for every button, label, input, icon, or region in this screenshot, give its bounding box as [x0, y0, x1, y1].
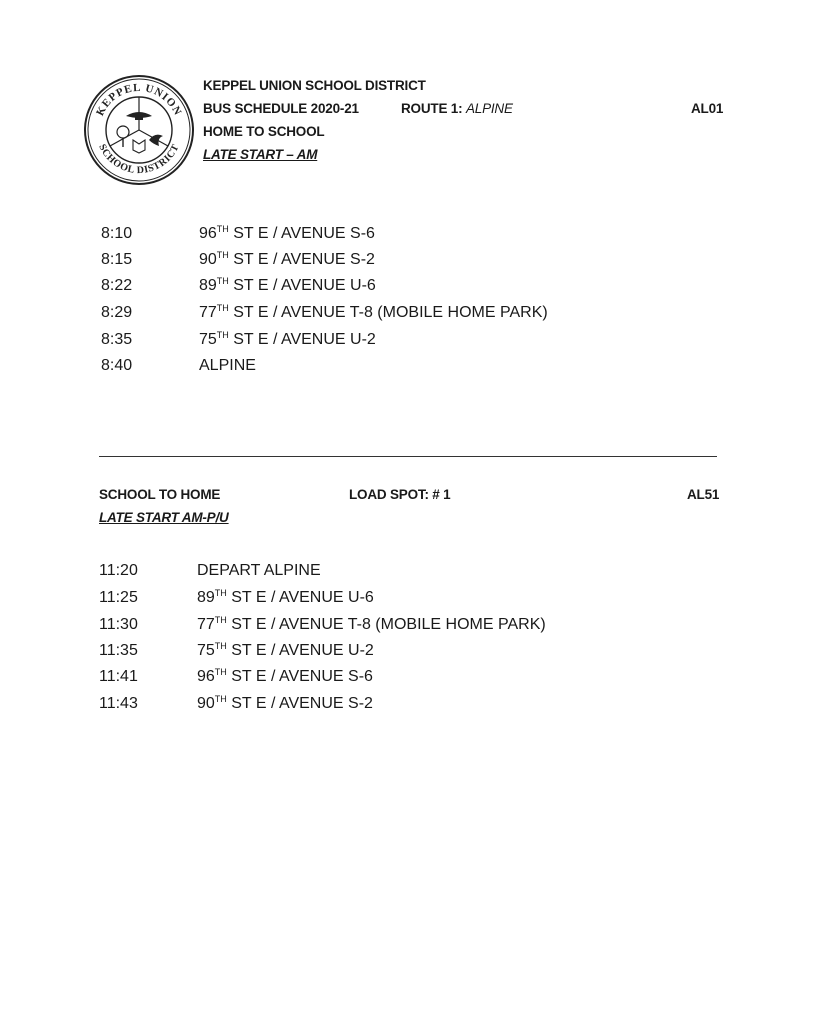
direction-pm: SCHOOL TO HOME [99, 487, 221, 502]
pm-stop-row [0, 695, 819, 721]
stop-location: 89TH ST E / AVENUE U-6 [199, 276, 376, 294]
route-name: ALPINE [465, 101, 513, 116]
stop-location: 89TH ST E / AVENUE U-6 [197, 588, 374, 606]
am-stop-row [0, 304, 819, 330]
route-info [401, 101, 513, 116]
stop-location: DEPART ALPINE [197, 562, 321, 579]
stop-time: 11:41 [99, 668, 138, 685]
route-code: AL01 [691, 101, 724, 116]
stop-location: 77TH ST E / AVENUE T-8 (MOBILE HOME PARK) [197, 615, 546, 633]
stop-location: ALPINE [199, 357, 256, 374]
stop-location: 75TH ST E / AVENUE U-2 [199, 330, 376, 348]
district-name: KEPPEL UNION SCHOOL DISTRICT [203, 78, 426, 93]
am-stop-row [0, 277, 819, 303]
stop-time: 8:40 [101, 357, 133, 374]
stop-time: 11:30 [99, 616, 138, 633]
seal-top-text: KEPPEL UNION [94, 81, 184, 118]
am-stop-row [0, 225, 819, 251]
stop-time: 11:35 [99, 642, 138, 659]
stop-location: 96TH ST E / AVENUE S-6 [197, 667, 373, 685]
am-stop-row [0, 251, 819, 277]
direction-am: HOME TO SCHOOL [203, 124, 325, 139]
route-code-pm: AL51 [687, 487, 720, 502]
stop-time: 11:43 [99, 695, 138, 712]
stop-time: 8:22 [101, 277, 133, 294]
stop-location: 90TH ST E / AVENUE S-2 [199, 250, 375, 268]
route-label: ROUTE 1: [401, 101, 463, 116]
stop-time: 11:25 [99, 589, 138, 606]
am-stop-row [0, 357, 819, 383]
district-seal-logo [83, 74, 195, 186]
pm-stop-row [0, 668, 819, 694]
schedule-title: BUS SCHEDULE 2020-21 [203, 101, 359, 116]
stop-location: 96TH ST E / AVENUE S-6 [199, 224, 375, 242]
stop-time: 8:15 [101, 251, 133, 268]
pm-stop-row [0, 589, 819, 615]
stop-location: 77TH ST E / AVENUE T-8 (MOBILE HOME PARK) [199, 303, 548, 321]
subtitle-pm: LATE START AM-P/U [99, 510, 229, 525]
stop-time: 11:20 [99, 562, 138, 579]
pm-stop-row [0, 616, 819, 642]
stop-time: 8:35 [101, 331, 133, 348]
stop-location: 75TH ST E / AVENUE U-2 [197, 641, 374, 659]
stop-location: 90TH ST E / AVENUE S-2 [197, 694, 373, 712]
seal-bottom-text: SCHOOL DISTRICT [96, 142, 182, 177]
subtitle-am: LATE START – AM [203, 147, 318, 162]
stop-time: 8:10 [101, 225, 133, 242]
stop-time: 8:29 [101, 304, 133, 321]
am-stop-row [0, 331, 819, 357]
pm-stop-row [0, 562, 819, 588]
load-spot: LOAD SPOT: # 1 [349, 487, 451, 502]
section-divider [99, 456, 717, 457]
pm-stop-row [0, 642, 819, 668]
